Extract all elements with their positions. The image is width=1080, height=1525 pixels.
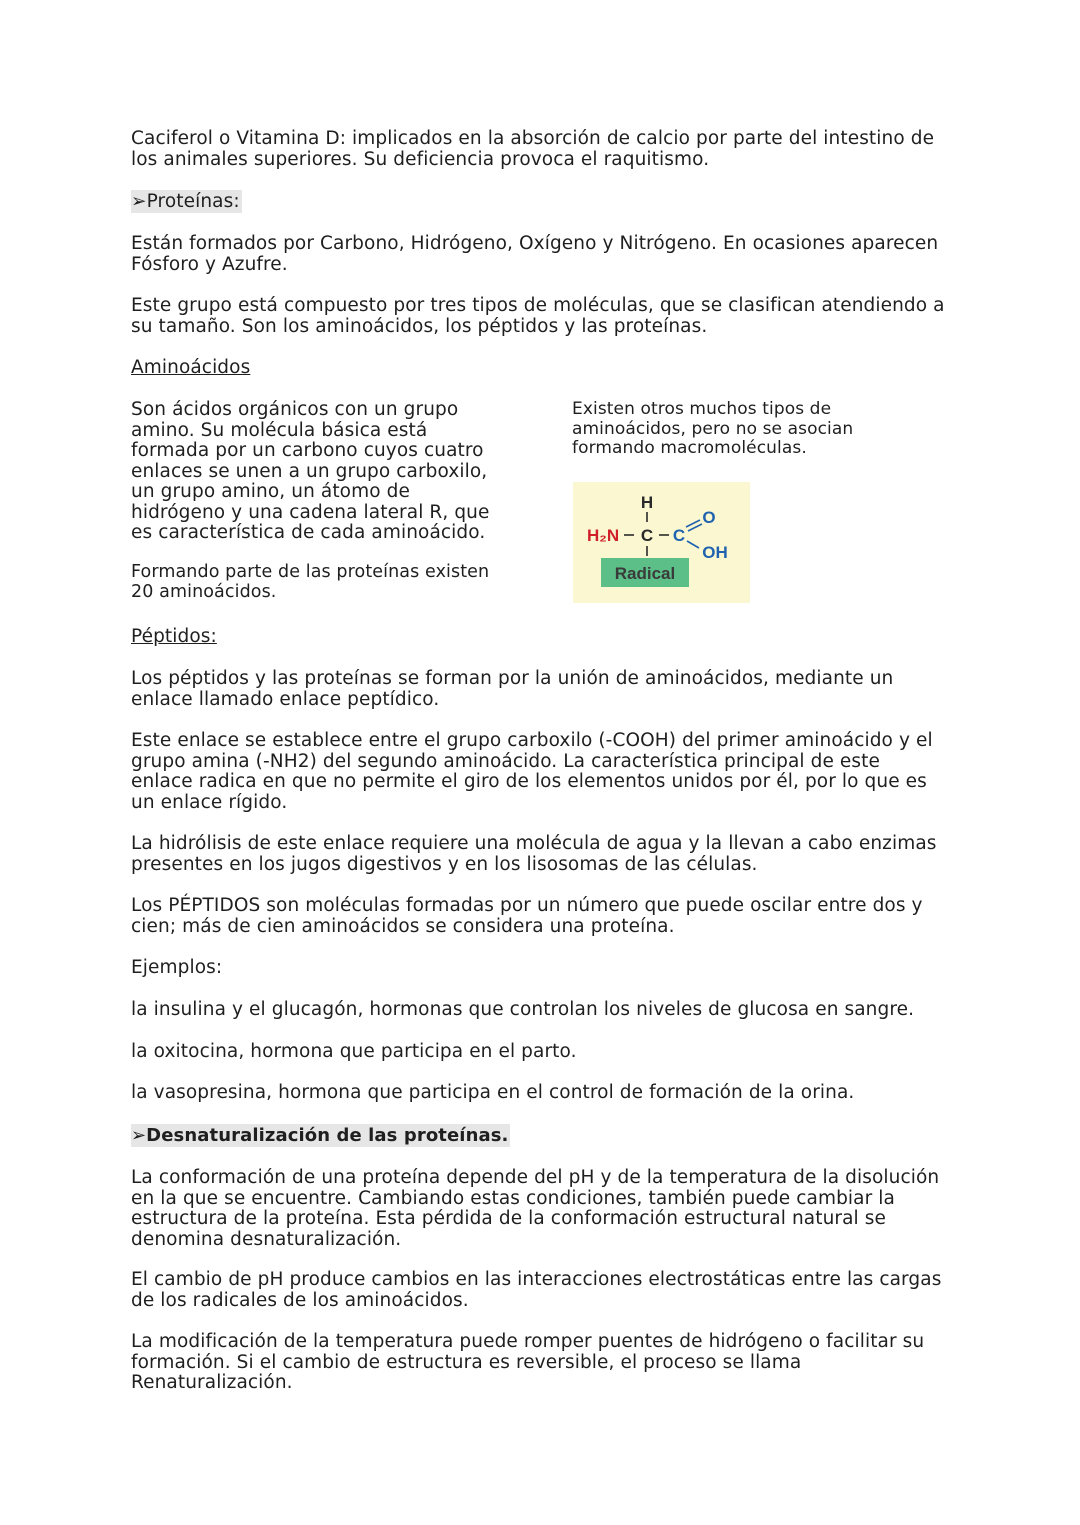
hydrolysis-paragraph: La hidrólisis de este enlace requiere una molécula de agua y la llevan a cabo enzimas presentes en los jugos digestivos y en los lisosomas de las células. bbox=[131, 833, 937, 875]
example-vasopressin: la vasopresina, hormona que participa en el control de formación de la orina. bbox=[131, 1082, 855, 1103]
desnaturalizacion-heading bbox=[131, 1126, 946, 1147]
alpha-carbon-label: C bbox=[640, 526, 654, 545]
aminoacid-other-note: Existen otros muchos tipos de aminoácidos, pero no se asocian formando macromoléculas. bbox=[572, 399, 854, 458]
aminoacid-description: Son ácidos orgánicos con un grupo amino. Su molécula básica está formada por un carbono cuyos cuatro enlaces se unen a un grupo carboxilo, un grupo amino, un átomo de hidrógeno y una cadena lateral R, que es característica de cada aminoácido. bbox=[131, 399, 490, 543]
protein-group-paragraph: Este grupo está compuesto por tres tipos de moléculas, que se clasifican atendiendo a su tamaño. Son los aminoácidos, los péptidos y las proteínas. bbox=[131, 295, 945, 337]
hydrogen-label: H bbox=[640, 493, 654, 512]
vitamin-d-paragraph: Caciferol o Vitamina D: implicados en la absorción de calcio por parte del intestino de los animales superiores. Su deficiencia provoca el raquitismo. bbox=[131, 128, 935, 170]
example-insulin: la insulina y el glucagón, hormonas que controlan los niveles de glucosa en sangre. bbox=[131, 999, 915, 1020]
aminoacid-count-note: Formando parte de las proteínas existen 20 aminoácidos. bbox=[131, 562, 490, 602]
amine-group-label: H₂N bbox=[587, 526, 620, 545]
aminoacid-structure-svg bbox=[573, 482, 750, 603]
peptidos-heading: Péptidos: bbox=[131, 626, 217, 647]
denaturation-paragraph: La conformación de una proteína depende del pH y de la temperatura de la disolución en la que se encuentre. Cambiando estas condiciones, también puede cambiar la estructura de la proteína. Esta pérdida de la conformación estructural natural se denomina desnaturalización. bbox=[131, 1167, 940, 1250]
protein-elements-paragraph: Están formados por Carbono, Hidrógeno, Oxígeno y Nitrógeno. En ocasiones aparecen Fósforo y Azufre. bbox=[131, 233, 939, 275]
hydroxyl-bond-line bbox=[687, 541, 699, 548]
aminoacid-structure-diagram bbox=[573, 482, 750, 603]
proteinas-heading bbox=[131, 192, 946, 213]
examples-label: Ejemplos: bbox=[131, 957, 223, 978]
desnaturalizacion-heading-text: ➢Desnaturalización de las proteínas. bbox=[131, 1125, 509, 1146]
peptides-definition-paragraph: Los PÉPTIDOS son moléculas formadas por un número que puede oscilar entre dos y cien; más de cien aminoácidos se considera una proteína. bbox=[131, 895, 923, 937]
oxygen-label: O bbox=[702, 508, 716, 527]
temperature-change-paragraph: La modificación de la temperatura puede romper puentes de hidrógeno o facilitar su formación. Si el cambio de estructura es reversible, el proceso se llama Renaturalización. bbox=[131, 1331, 925, 1393]
ph-change-paragraph: El cambio de pH produce cambios en las interacciones electrostáticas entre las cargas de los radicales de los aminoácidos. bbox=[131, 1269, 942, 1311]
hydroxyl-label: OH bbox=[702, 543, 728, 562]
carboxyl-carbon-label: C bbox=[672, 526, 686, 545]
radical-label: Radical bbox=[614, 564, 676, 583]
peptide-bond-detail-paragraph: Este enlace se establece entre el grupo carboxilo (-COOH) del primer aminoácido y el grupo amina (-NH2) del segundo aminoácido. La característica principal de este enlace radica en que no permite el giro de los elementos unidos por él, por lo que es un enlace rígido. bbox=[131, 730, 933, 813]
proteinas-heading-text: ➢Proteínas: bbox=[131, 191, 240, 212]
aminoacidos-heading: Aminoácidos bbox=[131, 357, 251, 378]
example-oxytocin: la oxitocina, hormona que participa en el parto. bbox=[131, 1041, 577, 1062]
peptide-bond-paragraph: Los péptidos y las proteínas se forman por la unión de aminoácidos, mediante un enlace llamado enlace peptídico. bbox=[131, 668, 894, 710]
